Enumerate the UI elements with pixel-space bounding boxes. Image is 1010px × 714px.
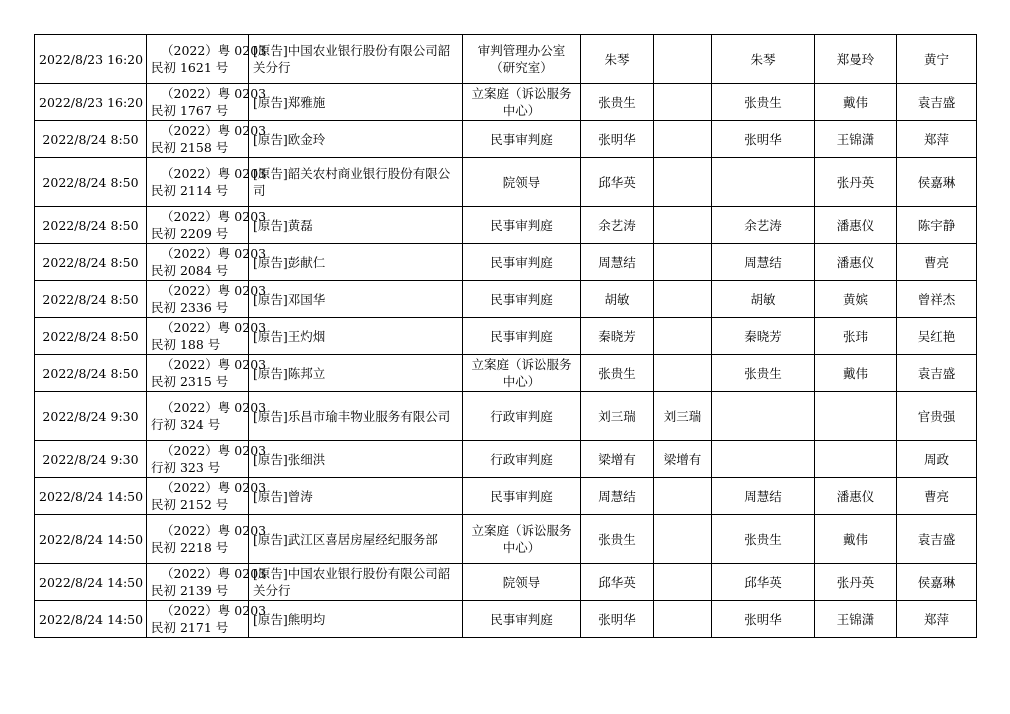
table-body	[35, 35, 977, 638]
person-cell: 张贵生	[712, 355, 815, 392]
person-cell: 戴伟	[815, 355, 897, 392]
person-cell: 侯嘉琳	[897, 158, 977, 207]
person-cell: 曾祥杰	[897, 281, 977, 318]
party-cell: [原告]王灼烟	[249, 318, 463, 355]
table-row	[35, 121, 977, 158]
party-cell: [原告]中国农业银行股份有限公司韶关分行	[249, 35, 463, 84]
person-cell: 周慧结	[712, 478, 815, 515]
case-number-cell	[147, 515, 267, 564]
person-cell: 刘三瑞	[581, 392, 654, 441]
party-cell: [原告]黄磊	[249, 207, 463, 244]
hearing-time-cell: 2022/8/24 8:50	[35, 355, 147, 392]
person-cell	[712, 158, 815, 207]
party-cell: [原告]乐昌市瑜丰物业服务有限公司	[249, 392, 463, 441]
person-cell	[654, 478, 712, 515]
person-cell: 邱华英	[581, 158, 654, 207]
person-cell: 戴伟	[815, 515, 897, 564]
case-number-line2: 民初 2139 号	[151, 583, 229, 598]
party-cell: [原告]郑雅施	[249, 84, 463, 121]
party-cell: [原告]欧金玲	[249, 121, 463, 158]
case-number-line2: 民初 188 号	[151, 337, 221, 352]
person-cell	[654, 207, 712, 244]
person-cell	[712, 441, 815, 478]
case-number-cell	[147, 35, 267, 84]
person-cell: 邱华英	[712, 564, 815, 601]
person-cell: 张明华	[712, 121, 815, 158]
case-number-line2: 民初 2114 号	[151, 183, 229, 198]
person-cell: 张贵生	[712, 84, 815, 121]
person-cell: 潘惠仪	[815, 207, 897, 244]
case-number-line2: 行初 324 号	[151, 417, 221, 432]
case-number-cell	[147, 441, 267, 478]
person-cell	[654, 84, 712, 121]
person-cell: 郑萍	[897, 601, 977, 638]
case-number-cell	[147, 281, 267, 318]
person-cell	[654, 281, 712, 318]
table-row	[35, 281, 977, 318]
case-number-line1: （2022）粤 0203	[161, 480, 267, 495]
person-cell: 戴伟	[815, 84, 897, 121]
hearing-time-cell: 2022/8/24 9:30	[35, 441, 147, 478]
case-number-line1: （2022）粤 0203	[161, 523, 267, 538]
hearing-time-cell: 2022/8/24 8:50	[35, 121, 147, 158]
hearing-time-cell: 2022/8/24 9:30	[35, 392, 147, 441]
department-cell: 立案庭（诉讼服务中心）	[463, 515, 581, 564]
person-cell: 张贵生	[581, 355, 654, 392]
person-cell: 胡敏	[581, 281, 654, 318]
party-cell: [原告]韶关农村商业银行股份有限公司	[249, 158, 463, 207]
person-cell: 黄嫔	[815, 281, 897, 318]
case-number-line2: 民初 2158 号	[151, 140, 229, 155]
case-number-cell	[147, 601, 267, 638]
person-cell: 周慧结	[581, 244, 654, 281]
person-cell	[654, 515, 712, 564]
person-cell: 秦晓芳	[581, 318, 654, 355]
person-cell: 吴红艳	[897, 318, 977, 355]
party-cell: [原告]武江区喜居房屋经纪服务部	[249, 515, 463, 564]
case-number-line1: （2022）粤 0203	[161, 246, 267, 261]
department-cell: 行政审判庭	[463, 392, 581, 441]
hearing-time-cell: 2022/8/24 8:50	[35, 281, 147, 318]
person-cell: 朱琴	[712, 35, 815, 84]
party-cell: [原告]彭献仁	[249, 244, 463, 281]
person-cell: 秦晓芳	[712, 318, 815, 355]
table-row	[35, 478, 977, 515]
hearing-time-cell: 2022/8/24 14:50	[35, 515, 147, 564]
case-number-line1: （2022）粤 0203	[161, 166, 267, 181]
case-number-line2: 民初 2152 号	[151, 497, 229, 512]
person-cell	[654, 121, 712, 158]
case-number-cell	[147, 207, 267, 244]
person-cell: 余艺涛	[712, 207, 815, 244]
person-cell: 张贵生	[581, 84, 654, 121]
person-cell: 梁增有	[581, 441, 654, 478]
case-number-line1: （2022）粤 0203	[161, 283, 267, 298]
person-cell: 袁吉盛	[897, 515, 977, 564]
person-cell	[654, 158, 712, 207]
case-number-line1: （2022）粤 0203	[161, 603, 267, 618]
case-number-line2: 民初 2336 号	[151, 300, 229, 315]
person-cell: 曹亮	[897, 478, 977, 515]
case-number-line2: 民初 1621 号	[151, 60, 229, 75]
table-row	[35, 564, 977, 601]
person-cell: 刘三瑞	[654, 392, 712, 441]
case-number-cell	[147, 84, 267, 121]
person-cell: 袁吉盛	[897, 355, 977, 392]
person-cell	[712, 392, 815, 441]
person-cell: 张贵生	[712, 515, 815, 564]
person-cell	[654, 318, 712, 355]
hearing-time-cell: 2022/8/24 8:50	[35, 207, 147, 244]
person-cell: 张玮	[815, 318, 897, 355]
hearing-time-cell: 2022/8/23 16:20	[35, 35, 147, 84]
person-cell: 张丹英	[815, 564, 897, 601]
person-cell: 张丹英	[815, 158, 897, 207]
department-cell: 立案庭（诉讼服务中心）	[463, 355, 581, 392]
case-number-line1: （2022）粤 0203	[161, 209, 267, 224]
department-cell: 民事审判庭	[463, 601, 581, 638]
case-number-line2: 民初 1767 号	[151, 103, 229, 118]
person-cell: 周慧结	[581, 478, 654, 515]
person-cell: 邱华英	[581, 564, 654, 601]
person-cell: 黄宁	[897, 35, 977, 84]
case-number-line1: （2022）粤 0203	[161, 123, 267, 138]
table-row	[35, 84, 977, 121]
person-cell	[654, 244, 712, 281]
table-row	[35, 355, 977, 392]
person-cell: 潘惠仪	[815, 478, 897, 515]
table-row	[35, 244, 977, 281]
person-cell	[654, 601, 712, 638]
person-cell: 郑曼玲	[815, 35, 897, 84]
case-number-cell	[147, 121, 267, 158]
department-cell: 民事审判庭	[463, 478, 581, 515]
department-cell: 行政审判庭	[463, 441, 581, 478]
party-cell: [原告]熊明均	[249, 601, 463, 638]
department-cell: 民事审判庭	[463, 121, 581, 158]
table-row	[35, 515, 977, 564]
department-cell: 民事审判庭	[463, 318, 581, 355]
case-number-cell	[147, 392, 267, 441]
hearing-time-cell: 2022/8/24 8:50	[35, 244, 147, 281]
department-cell: 民事审判庭	[463, 281, 581, 318]
person-cell: 朱琴	[581, 35, 654, 84]
case-number-line2: 民初 2171 号	[151, 620, 229, 635]
table-row	[35, 601, 977, 638]
department-cell: 院领导	[463, 564, 581, 601]
department-cell: 院领导	[463, 158, 581, 207]
person-cell	[654, 35, 712, 84]
case-number-cell	[147, 564, 267, 601]
case-number-line1: （2022）粤 0203	[161, 443, 267, 458]
department-cell: 立案庭（诉讼服务中心）	[463, 84, 581, 121]
case-number-line1: （2022）粤 0203	[161, 320, 267, 335]
party-cell: [原告]张细洪	[249, 441, 463, 478]
person-cell: 潘惠仪	[815, 244, 897, 281]
person-cell: 张明华	[581, 601, 654, 638]
person-cell: 郑萍	[897, 121, 977, 158]
party-cell: [原告]陈邦立	[249, 355, 463, 392]
party-cell: [原告]曾涛	[249, 478, 463, 515]
party-cell: [原告]邓国华	[249, 281, 463, 318]
department-cell: 民事审判庭	[463, 207, 581, 244]
person-cell: 官贵强	[897, 392, 977, 441]
person-cell: 张明华	[712, 601, 815, 638]
table-row	[35, 207, 977, 244]
person-cell: 张明华	[581, 121, 654, 158]
person-cell: 袁吉盛	[897, 84, 977, 121]
table-row	[35, 35, 977, 84]
person-cell: 王锦潇	[815, 121, 897, 158]
person-cell: 曹亮	[897, 244, 977, 281]
person-cell: 侯嘉琳	[897, 564, 977, 601]
hearing-time-cell: 2022/8/24 8:50	[35, 158, 147, 207]
case-number-line1: （2022）粤 0203	[161, 43, 267, 58]
case-number-line1: （2022）粤 0203	[161, 400, 267, 415]
table-row	[35, 392, 977, 441]
hearing-time-cell: 2022/8/23 16:20	[35, 84, 147, 121]
person-cell: 张贵生	[581, 515, 654, 564]
person-cell: 周政	[897, 441, 977, 478]
case-number-line1: （2022）粤 0203	[161, 357, 267, 372]
hearing-schedule-table	[34, 34, 977, 638]
case-number-line2: 民初 2209 号	[151, 226, 229, 241]
case-number-line2: 民初 2218 号	[151, 540, 229, 555]
department-cell: 审判管理办公室（研究室）	[463, 35, 581, 84]
case-number-line1: （2022）粤 0203	[161, 566, 267, 581]
table-row	[35, 158, 977, 207]
table-row	[35, 318, 977, 355]
case-number-cell	[147, 244, 267, 281]
hearing-time-cell: 2022/8/24 14:50	[35, 478, 147, 515]
person-cell	[654, 564, 712, 601]
case-number-line2: 民初 2315 号	[151, 374, 229, 389]
case-number-cell	[147, 355, 267, 392]
case-number-cell	[147, 158, 267, 207]
person-cell	[815, 392, 897, 441]
person-cell: 周慧结	[712, 244, 815, 281]
case-number-line2: 民初 2084 号	[151, 263, 229, 278]
person-cell: 余艺涛	[581, 207, 654, 244]
person-cell: 王锦潇	[815, 601, 897, 638]
person-cell: 胡敏	[712, 281, 815, 318]
person-cell	[815, 441, 897, 478]
case-number-cell	[147, 318, 267, 355]
hearing-time-cell: 2022/8/24 8:50	[35, 318, 147, 355]
case-number-line1: （2022）粤 0203	[161, 86, 267, 101]
person-cell: 梁增有	[654, 441, 712, 478]
hearing-time-cell: 2022/8/24 14:50	[35, 601, 147, 638]
person-cell: 陈宇静	[897, 207, 977, 244]
hearing-time-cell: 2022/8/24 14:50	[35, 564, 147, 601]
case-number-cell	[147, 478, 267, 515]
case-number-line2: 行初 323 号	[151, 460, 221, 475]
department-cell: 民事审判庭	[463, 244, 581, 281]
person-cell	[654, 355, 712, 392]
table-row	[35, 441, 977, 478]
party-cell: [原告]中国农业银行股份有限公司韶关分行	[249, 564, 463, 601]
